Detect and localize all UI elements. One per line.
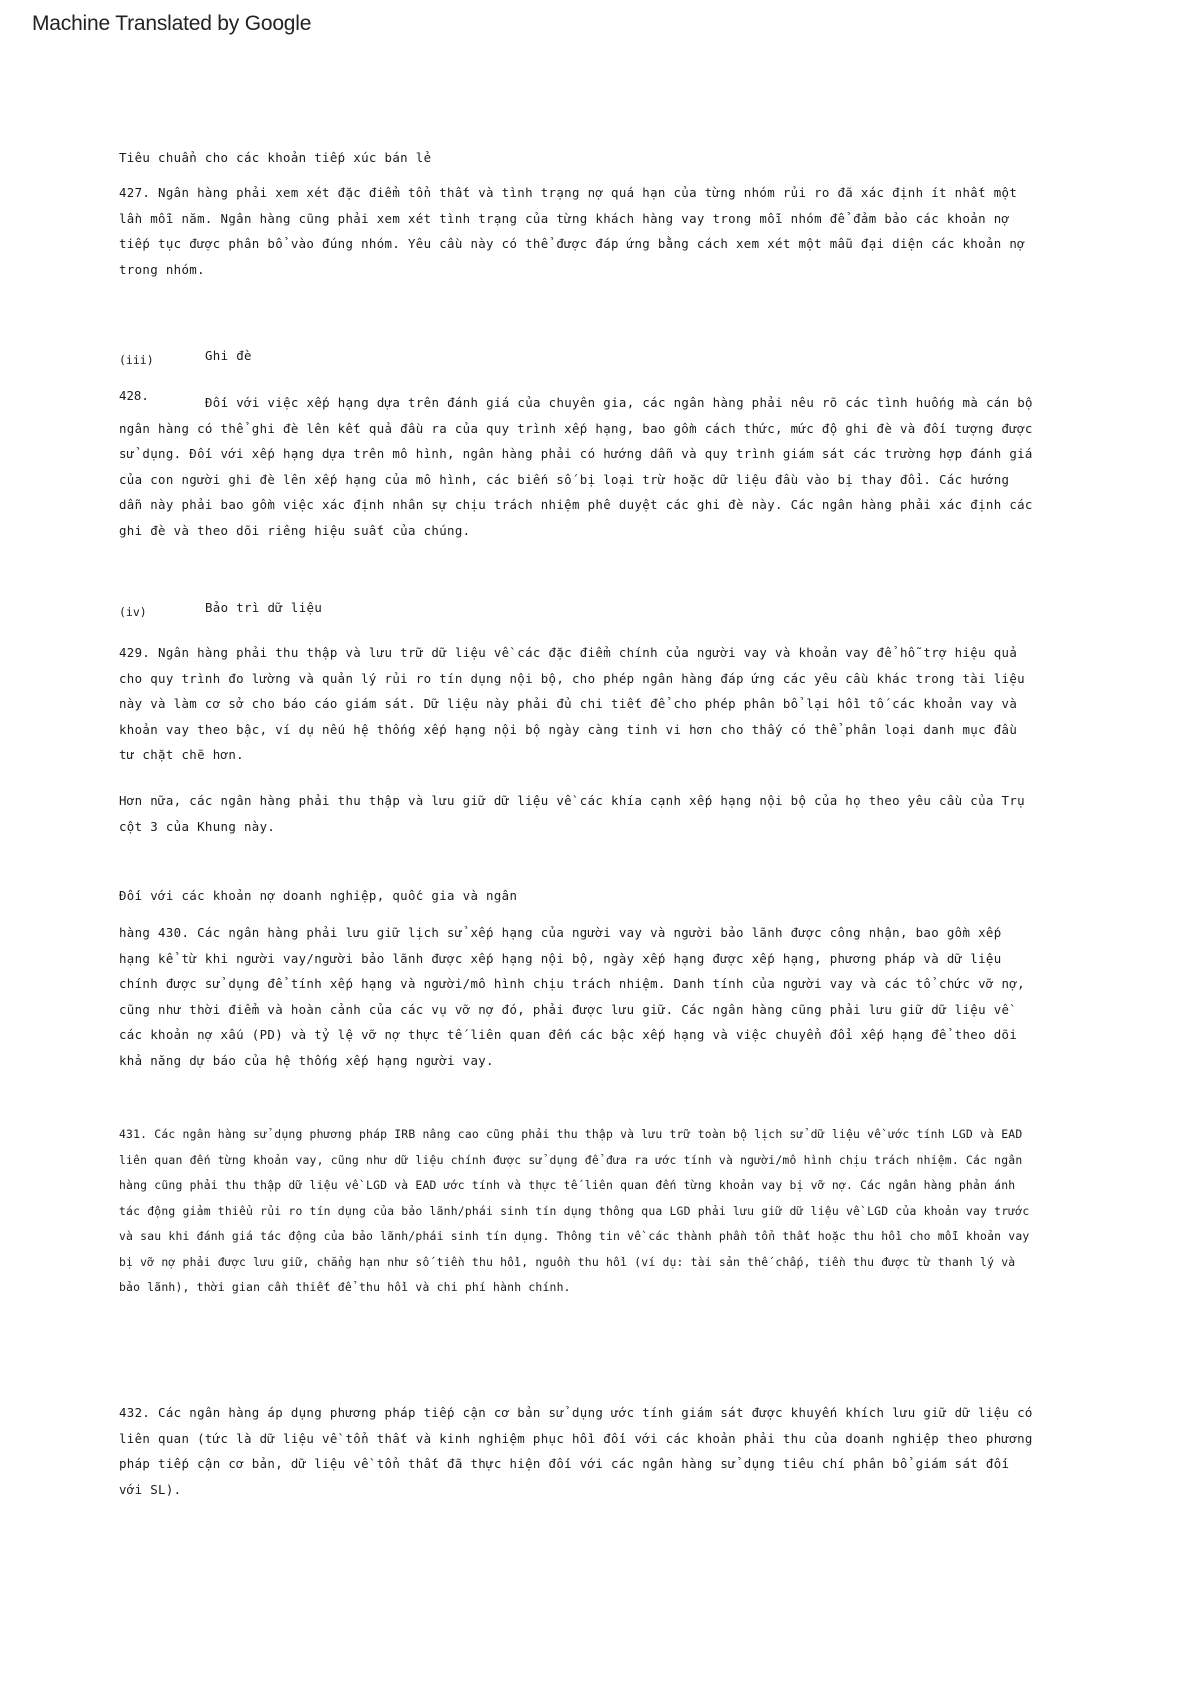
paragraph-428: Đối với việc xếp hạng dựa trên đánh giá của chuyên gia, các ngân hàng phải nêu rõ các tình huống mà cán bộ ngân hàng có thể ghi đè lên kết quả đầu ra của quy trình xếp hạng, bao gồm cách thức, mức độ ghi đè và đối tượng được sử dụng. Đối với xếp hạng dựa trên mô hình, ngân hàng phải có hướng dẫn và quy trình giám sát các trường hợp đánh giá của con người ghi đè lên xếp hạng của mô hình, các biến số bị loại trừ hoặc dữ liệu đầu vào bị thay đổi. Các hướng dẫn này phải bao gồm việc xác định nhân sự chịu trách nhiệm phê duyệt các ghi đè này. Các ngân hàng phải xác định các ghi đè và theo dõi riêng hiệu suất của chúng. <box>119 395 1033 538</box>
heading-corporate-sovereign-bank: Đối với các khoản nợ doanh nghiệp, quốc gia và ngân <box>119 888 518 903</box>
paragraph-427: 427. Ngân hàng phải xem xét đặc điểm tổn thất và tình trạng nợ quá hạn của từng nhóm rủi ro đã xác định ít nhất một lần mỗi năm. Ngân hàng cũng phải xem xét tình trạng của từng khách hàng vay trong mỗi nhóm để đảm bảo các khoản nợ tiếp tục được phân bổ vào đúng nhóm. Yêu cầu này có thể được đáp ứng bằng cách xem xét một mẫu đại diện các khoản nợ trong nhóm. <box>119 185 1025 277</box>
section-title-data-maintenance: Bảo trì dữ liệu <box>205 600 323 615</box>
paragraph-428-number: 428. <box>119 388 149 403</box>
paragraph-429: 429. Ngân hàng phải thu thập và lưu trữ dữ liệu về các đặc điểm chính của người vay và khoản vay để hỗ trợ hiệu quả cho quy trình đo lường và quản lý rủi ro tín dụng nội bộ, cho phép ngân hàng đáp ứng các yêu cầu khác trong tài liệu này và làm cơ sở cho báo cáo giám sát. Dữ liệu này phải đủ chi tiết để cho phép phân bổ lại hồi tố các khoản vay và khoản vay theo bậc, ví dụ nếu hệ thống xếp hạng nội bộ ngày càng tinh vi hơn cho thấy có thể phân loại danh mục đầu tư chặt chẽ hơn. <box>119 645 1025 762</box>
section-marker-iii: (iii) <box>119 353 154 367</box>
section-marker-iv: (iv) <box>119 605 147 619</box>
paragraph-432: 432. Các ngân hàng áp dụng phương pháp tiếp cận cơ bản sử dụng ước tính giám sát được khuyến khích lưu giữ dữ liệu có liên quan (tức là dữ liệu về tổn thất và kinh nghiệm phục hồi đối với các khoản phải thu của doanh nghiệp theo phương pháp tiếp cận cơ bản, dữ liệu về tổn thất đã thực hiện đối với các ngân hàng sử dụng tiêu chí phân bổ giám sát đối với SL). <box>119 1405 1033 1497</box>
machine-translated-banner: Machine Translated by Google <box>32 12 312 35</box>
paragraph-429-continued: Hơn nữa, các ngân hàng phải thu thập và lưu giữ dữ liệu về các khía cạnh xếp hạng nội bộ của họ theo yêu cầu của Trụ cột 3 của Khung này. <box>119 793 1025 834</box>
paragraph-431: 431. Các ngân hàng sử dụng phương pháp IRB nâng cao cũng phải thu thập và lưu trữ toàn bộ lịch sử dữ liệu về ước tính LGD và EAD liên quan đến từng khoản vay, cũng như dữ liệu chính được sử dụng để đưa ra ước tính và người/mô hình chịu trách nhiệm. Các ngân hàng cũng phải thu thập dữ liệu về LGD và EAD ước tính và thực tế liên quan đến từng khoản vay bị vỡ nợ. Các ngân hàng phản ánh tác động giảm thiểu rủi ro tín dụng của bảo lãnh/phái sinh tín dụng thông qua LGD phải lưu giữ dữ liệu về LGD của khoản vay trước và sau khi đánh giá tác động của bảo lãnh/phái sinh tín dụng. Thông tin về các thành phần tổn thất hoặc thu hồi cho mỗi khoản vay bị vỡ nợ phải được lưu giữ, chẳng hạn như số tiền thu hồi, nguồn thu hồi (ví dụ: tài sản thế chấp, tiền thu được từ thanh lý và bảo lãnh), thời gian cần thiết để thu hồi và chi phí hành chính. <box>119 1127 1030 1294</box>
paragraph-430: hàng 430. Các ngân hàng phải lưu giữ lịch sử xếp hạng của người vay và người bảo lãnh được công nhận, bao gồm xếp hạng kể từ khi người vay/người bảo lãnh được xếp hạng nội bộ, ngày xếp hạng được xếp hạng, phương pháp và dữ liệu chính được sử dụng để tính xếp hạng và người/mô hình chịu trách nhiệm. Danh tính của người vay và các tổ chức vỡ nợ, cũng như thời điểm và hoàn cảnh của các vụ vỡ nợ đó, phải được lưu giữ. Các ngân hàng cũng phải lưu giữ dữ liệu về các khoản nợ xấu (PD) và tỷ lệ vỡ nợ thực tế liên quan đến các bậc xếp hạng và việc chuyển đổi xếp hạng để theo dõi khả năng dự báo của hệ thống xếp hạng người vay. <box>119 925 1025 1068</box>
section-title-overrides: Ghi đè <box>205 348 252 363</box>
heading-retail-exposures: Tiêu chuẩn cho các khoản tiếp xúc bán lẻ <box>119 150 432 165</box>
